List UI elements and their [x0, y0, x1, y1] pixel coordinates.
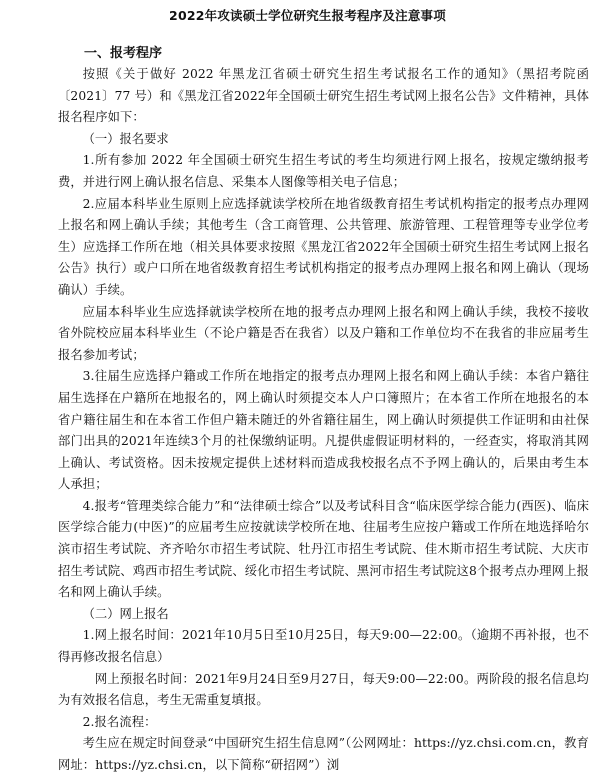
intro-paragraph: 按照《关于做好 2022 年黑龙江省硕士研究生招生考试报名工作的通知》（黑招考院函〔2021〕77 号）和《黑龙江省2022年全国硕士研究生招生考试网上报名公告》文件精神，具体报名程序如下： — [58, 67, 589, 125]
requirement-4: 4.报考“管理类综合能力”和“法律硕士综合”以及考试科目含“临床医学综合能力(西医)、临床医学综合能力(中医)”的应届考生应按就读学校所在地、往届考生应按户籍或工作所在地选择哈尔滨市招生考试院、齐齐哈尔市招生考试院、牡丹江市招生考试院、佳木斯市招生考试院、大庆市招生考试院、鸡西市招生考试院、绥化市招生考试院、黑河市招生考试院这8个报考点办理网上报名和网上确认手续。 — [58, 498, 589, 600]
subheading-requirements: （一）报名要求 — [82, 131, 169, 146]
pre-registration-time: 网上预报名时间：2021年9月24日至9月27日，每天9:00—22:00。两阶段的报名信息均为有效报名信息，考生无需重复填报。 — [58, 671, 589, 708]
requirement-2: 2.应届本科毕业生原则上应选择就读学校所在地省级教育招生考试机构指定的报考点办理网上报名和网上确认手续；其他考生（含工商管理、公共管理、旅游管理、工程管理等专业学位考生）应选择工作所在地（相关具体要求按照《黑龙江省2022年全国硕士研究生招生考试网上报名公告》执行）或户口所在地省级教育招生考试机构指定的报考点办理网上报名和网上确认（现场确认）手续。 — [58, 196, 589, 297]
section-heading-procedure: 一、报考程序 — [84, 46, 163, 61]
subheading-online-registration: （二）网上报名 — [82, 606, 169, 621]
document-body — [58, 44, 589, 777]
registration-process-text: 考生应在规定时间登录“中国研究生招生信息网”（公网网址：https://yz.chsi.com.cn，教育网址：https://yz.chsi.cn，以下简称“研招网”）浏 — [58, 736, 589, 772]
registration-process-label: 2.报名流程： — [82, 714, 157, 729]
requirement-3: 3.往届生应选择户籍或工作所在地指定的报考点办理网上报名和网上确认手续：本省户籍往届生选择在户籍所在地报名的，网上确认时须提交本人户口簿照片；在本省工作所在地报名的本省户籍往届生和在本省工作但户籍未随迁的外省籍往届生，网上确认时须提供工作证明和由社保部门出具的2021年连续3个月的社保缴纳证明。凡提供虚假证明材料的，一经查实，将取消其网上确认、考试资格。因未按规定提供上述材料而造成我校报名点不予网上确认的，后果由考生本人承担； — [58, 369, 589, 492]
online-registration-time: 1.网上报名时间：2021年10月5日至10月25日，每天9:00—22:00。（逾期不再补报，也不得再修改报名信息） — [58, 628, 589, 665]
document-title: 2022年攻读硕士学位研究生报考程序及注意事项 — [169, 8, 446, 23]
requirement-2-note: 应届本科毕业生应选择就读学校所在地的报考点办理网上报名和网上确认手续，我校不接收省外院校应届本科毕业生（不论户籍是否在我省）以及户籍和工作单位均不在我省的非应届考生报名参加考试； — [58, 304, 589, 362]
requirement-1: 1.所有参加 2022 年全国硕士研究生招生考试的考生均须进行网上报名，按规定缴纳报考费，并进行网上确认报名信息、采集本人图像等相关电子信息； — [58, 153, 589, 189]
